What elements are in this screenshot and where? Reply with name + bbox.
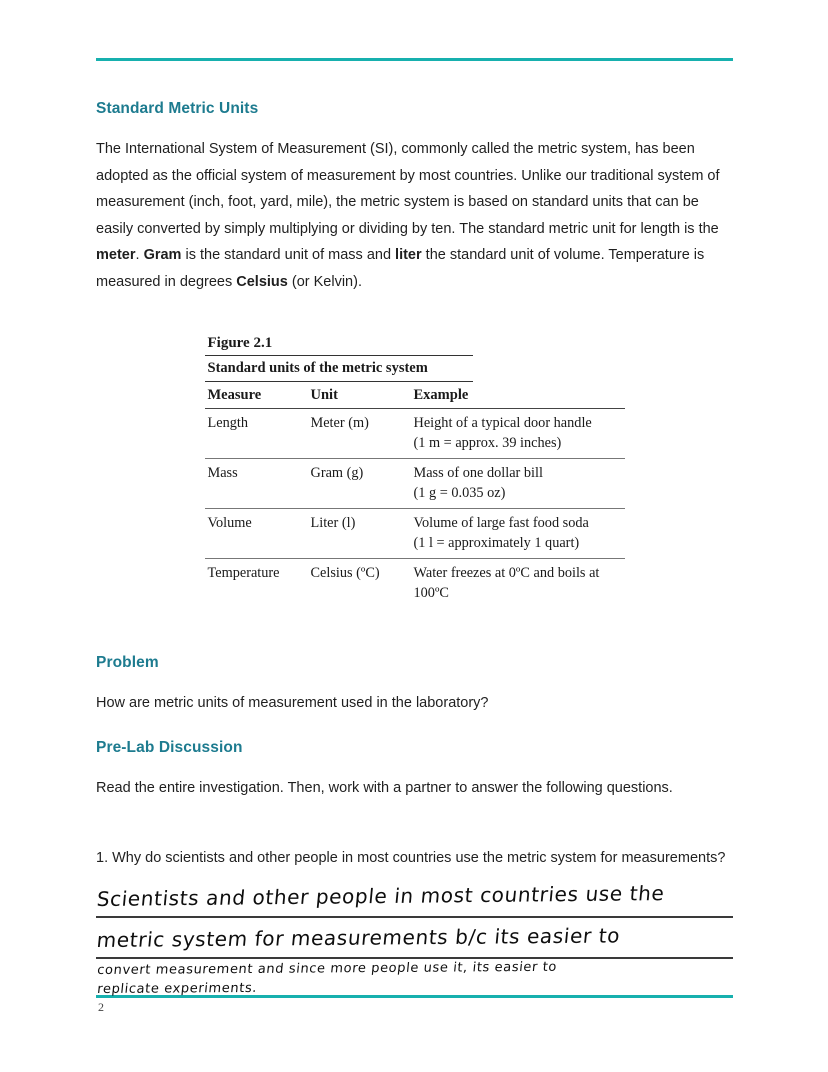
cell-example-line2: (1 l = approximately 1 quart): [413, 535, 580, 551]
paragraph-text-part3: is the standard unit of mass and: [181, 247, 396, 263]
term-meter: meter: [96, 247, 136, 263]
term-gram: Gram: [143, 247, 182, 263]
cell-unit: Meter (m): [308, 409, 411, 459]
figure-table: [205, 382, 625, 608]
cell-example-line1: Mass of one dollar bill: [413, 465, 543, 481]
cell-example: [411, 409, 625, 459]
figure-2-1: [205, 335, 625, 608]
table-row: [205, 509, 625, 559]
cell-measure: Volume: [205, 509, 308, 559]
term-celsius: Celsius: [236, 273, 288, 290]
question-1-answer-area[interactable]: [95, 881, 733, 997]
figure-title: Standard units of the metric system: [205, 356, 473, 382]
cell-example-line1: Water freezes at 0ºC and boils at: [413, 565, 600, 581]
cell-unit: Gram (g): [308, 459, 411, 509]
cell-example-line1: Volume of large fast food soda: [413, 515, 589, 531]
cell-example: [411, 559, 625, 609]
heading-problem: Problem: [96, 654, 159, 671]
spacer: [96, 717, 733, 739]
page-number: 2: [98, 1000, 104, 1014]
cell-example: [411, 509, 625, 559]
cell-measure: Mass: [205, 459, 308, 509]
column-header-unit: Unit: [308, 382, 411, 409]
problem-text: How are metric units of measurement used in the laboratory?: [96, 695, 489, 711]
pre-lab-discussion-text: Read the entire investigation. Then, work with a partner to answer the following questions.: [96, 779, 673, 796]
cell-example-line2: (1 g = 0.035 oz): [413, 485, 506, 501]
table-row: [205, 409, 625, 459]
cell-unit: Celsius (ºC): [310, 565, 380, 581]
figure-label: Figure 2.1: [205, 335, 473, 356]
paragraph-standard-metric-units: [96, 136, 733, 295]
cell-example: [411, 459, 625, 509]
cell-example-line2: (1 m = approx. 39 inches): [413, 435, 562, 451]
paragraph-text-part1: The International System of Measurement (SI), commonly called the metric system, has been adopted as the official system of measurement by most countries. Unlike our traditional system of measurement (inch, foot, yard, mile), the metric system is based on standard units that can be easily converted by simply multiplying or dividing by ten. The standard metric unit for length is the: [96, 141, 720, 237]
cell-unit: Liter (l): [308, 509, 411, 559]
heading-standard-metric-units: Standard Metric Units: [96, 100, 259, 117]
handwritten-answer-line-4: replicate experiments.: [96, 980, 258, 997]
cell-measure: Temperature: [207, 565, 280, 581]
paragraph-text-part5: (or Kelvin).: [287, 273, 362, 290]
spacer: [96, 608, 733, 654]
cell-example-line1: Height of a typical door handle: [413, 415, 592, 431]
question-1-block: [95, 845, 733, 997]
heading-pre-lab-discussion: Pre-Lab Discussion: [96, 738, 243, 756]
column-header-measure: Measure: [205, 382, 308, 409]
column-header-example: Example: [411, 382, 625, 409]
answer-rule-2: [96, 957, 733, 959]
table-row: [205, 559, 625, 609]
handwritten-answer-line-3: convert measurement and since more people use it, its easier to: [96, 959, 558, 978]
figure-container: [96, 335, 733, 608]
term-liter: liter: [395, 247, 422, 263]
answer-rule-1: [96, 916, 733, 918]
handwritten-answer-line-1: Scientists and other people in most countries use the: [95, 881, 666, 911]
page-content: [95, 100, 733, 997]
paragraph-text-part4: the standard unit of volume. Temperature is measured in degrees: [96, 247, 705, 290]
paragraph-text-part2: .: [135, 247, 144, 263]
table-row: [205, 459, 625, 509]
table-header-row: [205, 382, 625, 409]
cell-example-line2: 100ºC: [413, 585, 449, 601]
cell-measure: Length: [205, 409, 308, 459]
question-1-text: 1. Why do scientists and other people in most countries use the metric system for measurements?: [96, 850, 726, 866]
top-rule: [96, 58, 733, 61]
handwritten-answer-line-2: metric system for measurements b/c its easier to: [95, 923, 622, 952]
